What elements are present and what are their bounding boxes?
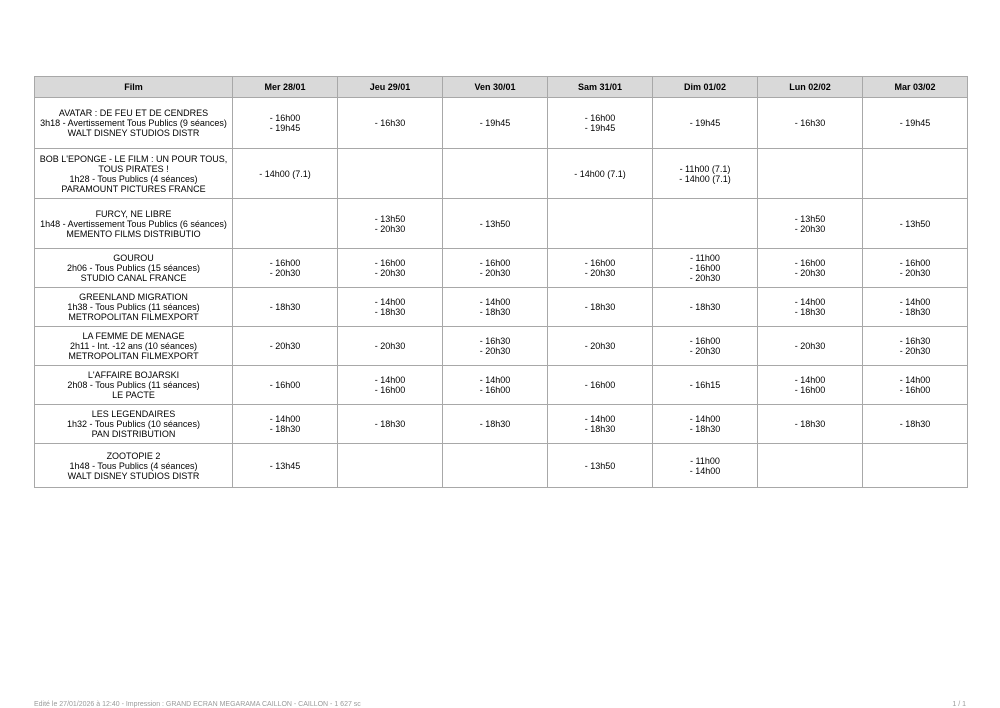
showtimes-cell [548, 288, 653, 327]
film-cell [35, 288, 233, 327]
showtime: - 16h00 [374, 258, 406, 268]
showtime: - 16h30 [479, 336, 511, 346]
showtimes-cell [863, 149, 968, 199]
film-meta: 1h28 - Tous Publics (4 séances) [69, 173, 198, 184]
film-meta: 1h38 - Tous Publics (11 séances) [67, 302, 200, 312]
showtime: - 13h45 [269, 460, 301, 471]
film-distrib: METROPOLITAN FILMEXPORT [68, 351, 199, 361]
showtime: - 16h00 [584, 258, 616, 268]
showtime: - 20h30 [899, 346, 931, 356]
showtimes-cell [863, 444, 968, 488]
showtime: - 20h30 [584, 341, 616, 351]
showtime: - 18h30 [899, 419, 931, 429]
showtimes-cell [338, 249, 443, 288]
showtime: - 13h50 [794, 213, 826, 224]
showtimes-cell [443, 327, 548, 366]
film-cell [35, 366, 233, 405]
film-distrib: PARAMOUNT PICTURES FRANCE [61, 183, 206, 194]
showtimes-cell [758, 327, 863, 366]
showtime: - 19h45 [479, 118, 511, 128]
film-distrib: LE PACTE [112, 390, 155, 400]
column-header-day: Ven 30/01 [443, 77, 548, 98]
showtime: - 14h00 [794, 297, 826, 307]
film-meta: 2h08 - Tous Publics (11 séances) [67, 380, 200, 390]
film-cell [35, 199, 233, 249]
film-title: LES LEGENDAIRES [91, 409, 176, 419]
showtimes-cell [338, 327, 443, 366]
showtime: - 16h00 [794, 258, 826, 268]
showtimes-cell [653, 288, 758, 327]
showtimes-cell [758, 288, 863, 327]
film-meta: 1h48 - Tous Publics (4 séances) [69, 460, 198, 471]
showtimes-cell [443, 405, 548, 444]
film-row [35, 149, 968, 199]
showtimes-cell [758, 149, 863, 199]
showtimes-cell [863, 249, 968, 288]
showtime: - 20h30 [689, 273, 721, 283]
film-cell [35, 249, 233, 288]
showtime: - 16h00 [794, 385, 826, 395]
showtimes-cell [653, 327, 758, 366]
showtime: - 20h30 [584, 268, 616, 278]
film-cell [35, 405, 233, 444]
showtime: - 14h00 [269, 414, 301, 424]
film-meta: 2h11 - Int. -12 ans (10 séances) [70, 341, 197, 351]
showtime: - 20h30 [794, 341, 826, 351]
showtimes-cell [758, 366, 863, 405]
showtime: - 14h00 [479, 297, 511, 307]
showtime: - 11h00 (7.1) [679, 163, 731, 174]
film-row [35, 199, 968, 249]
showtime: - 13h50 [479, 218, 511, 229]
showtimes-cell [443, 249, 548, 288]
showtimes-cell [548, 444, 653, 488]
showtimes-cell [443, 444, 548, 488]
column-header-day: Sam 31/01 [548, 77, 653, 98]
showtimes-cell [338, 149, 443, 199]
showtime: - 19h45 [899, 118, 931, 128]
showtime: - 16h00 [374, 385, 406, 395]
column-header-day: Lun 02/02 [758, 77, 863, 98]
showtimes-cell [443, 199, 548, 249]
showtimes-cell [548, 405, 653, 444]
film-title: GREENLAND MIGRATION [79, 292, 188, 302]
showtimes-cell [338, 199, 443, 249]
film-distrib: STUDIO CANAL FRANCE [80, 273, 187, 283]
showtime: - 19h45 [689, 118, 721, 128]
showtime: - 18h30 [794, 307, 826, 317]
showtime: - 20h30 [374, 268, 406, 278]
showtime: - 16h00 [269, 380, 301, 390]
header-row [35, 77, 968, 98]
showtime: - 16h00 [689, 263, 721, 273]
showtime: - 18h30 [584, 424, 616, 434]
column-header-day: Mer 28/01 [233, 77, 338, 98]
showtime: - 18h30 [374, 419, 406, 429]
showtimes-cell [863, 98, 968, 149]
showtime: - 14h00 [899, 375, 931, 385]
showtime: - 18h30 [269, 302, 301, 312]
showtime: - 18h30 [689, 424, 721, 434]
showtimes-cell [653, 98, 758, 149]
showtime: - 18h30 [584, 302, 616, 312]
showtime: - 20h30 [794, 223, 826, 234]
showtime: - 20h30 [479, 346, 511, 356]
showtimes-cell [758, 98, 863, 149]
showtimes-cell [548, 98, 653, 149]
showtimes-cell [338, 366, 443, 405]
film-distrib: WALT DISNEY STUDIOS DISTR [67, 470, 200, 481]
showtimes-cell [758, 444, 863, 488]
showtime: - 16h15 [689, 380, 721, 390]
showtime: - 16h30 [899, 336, 931, 346]
film-distrib: WALT DISNEY STUDIOS DISTR [67, 128, 200, 138]
film-distrib: PAN DISTRIBUTION [91, 429, 176, 439]
showtime: - 13h50 [899, 218, 931, 229]
showtimes-cell [653, 405, 758, 444]
film-row [35, 444, 968, 488]
film-row [35, 288, 968, 327]
film-title: BOB L'EPONGE - LE FILM : UN POUR TOUS, TOUS PIRATES ! [39, 153, 228, 174]
film-title: GOUROU [113, 253, 154, 263]
showtimes-cell [863, 366, 968, 405]
showtimes-cell [758, 405, 863, 444]
showtime: - 16h00 [269, 258, 301, 268]
showtime: - 18h30 [479, 307, 511, 317]
showtime: - 20h30 [479, 268, 511, 278]
showtimes-cell [338, 288, 443, 327]
showtime: - 14h00 [794, 375, 826, 385]
footer-page-number: 1 / 1 [952, 701, 966, 708]
showtimes-cell [233, 288, 338, 327]
showtimes-cell [758, 199, 863, 249]
showtimes-cell [233, 405, 338, 444]
film-meta: 2h06 - Tous Publics (15 séances) [67, 263, 200, 273]
showtime: - 14h00 [374, 297, 406, 307]
showtimes-cell [443, 366, 548, 405]
showtime: - 16h00 [584, 380, 616, 390]
showtimes-cell [653, 444, 758, 488]
column-header-day: Jeu 29/01 [338, 77, 443, 98]
showtime: - 20h30 [269, 341, 301, 351]
showtimes-cell [548, 149, 653, 199]
showtime: - 20h30 [374, 341, 406, 351]
film-title: FURCY, NE LIBRE [95, 208, 172, 219]
film-title: AVATAR : DE FEU ET DE CENDRES [58, 108, 209, 118]
showtime: - 19h45 [584, 123, 616, 133]
showtimes-cell [758, 249, 863, 288]
film-row [35, 405, 968, 444]
showtime: - 18h30 [794, 419, 826, 429]
showtimes-cell [653, 199, 758, 249]
showtimes-cell [443, 288, 548, 327]
film-row [35, 249, 968, 288]
showtime: - 18h30 [899, 307, 931, 317]
film-meta: 1h32 - Tous Publics (10 séances) [67, 419, 200, 429]
showtimes-cell [653, 249, 758, 288]
showtime: - 14h00 (7.1) [679, 173, 731, 184]
showtimes-cell [233, 149, 338, 199]
showtime: - 11h00 [690, 253, 720, 263]
showtime: - 16h00 [269, 113, 301, 123]
showtime: - 16h00 [584, 113, 616, 123]
film-cell [35, 149, 233, 199]
showtime: - 19h45 [269, 123, 301, 133]
showtime: - 16h00 [899, 385, 931, 395]
showtime: - 20h30 [794, 268, 826, 278]
showtimes-cell [548, 249, 653, 288]
schedule-table [34, 76, 968, 488]
showtime: - 14h00 (7.1) [574, 168, 626, 179]
showtimes-cell [548, 199, 653, 249]
showtime: - 18h30 [269, 424, 301, 434]
showtime: - 16h30 [374, 118, 406, 128]
showtime: - 20h30 [899, 268, 931, 278]
showtimes-cell [863, 405, 968, 444]
schedule-body [35, 98, 968, 488]
showtime: - 20h30 [269, 268, 301, 278]
showtime: - 20h30 [689, 346, 721, 356]
showtime: - 16h00 [479, 385, 511, 395]
column-header-day: Mar 03/02 [863, 77, 968, 98]
showtimes-cell [338, 98, 443, 149]
showtimes-cell [548, 327, 653, 366]
film-title: ZOOTOPIE 2 [106, 450, 161, 461]
showtime: - 13h50 [374, 213, 406, 224]
film-cell [35, 444, 233, 488]
showtimes-cell [338, 405, 443, 444]
showtimes-cell [653, 149, 758, 199]
showtime: - 11h00 [690, 455, 720, 466]
showtimes-cell [653, 366, 758, 405]
film-cell [35, 327, 233, 366]
showtime: - 16h30 [794, 118, 826, 128]
footer-print-info: Edité le 27/01/2026 à 12:40 - Impression : GRAND ECRAN MEGARAMA CAILLON - CAILLON - 1 627 sc [34, 701, 361, 708]
showtime: - 14h00 [689, 465, 721, 476]
showtime: - 14h00 (7.1) [259, 168, 311, 179]
showtimes-cell [863, 327, 968, 366]
showtimes-cell [863, 288, 968, 327]
film-row [35, 327, 968, 366]
showtimes-cell [338, 444, 443, 488]
showtimes-cell [443, 149, 548, 199]
showtimes-cell [863, 199, 968, 249]
showtime: - 18h30 [374, 307, 406, 317]
showtimes-cell [233, 199, 338, 249]
film-meta: 1h48 - Avertissement Tous Publics (6 séances) [40, 218, 227, 229]
showtime: - 14h00 [479, 375, 511, 385]
film-meta: 3h18 - Avertissement Tous Publics (9 séances) [40, 118, 227, 128]
showtimes-cell [548, 366, 653, 405]
showtimes-cell [443, 98, 548, 149]
showtime: - 18h30 [689, 302, 721, 312]
showtime: - 14h00 [374, 375, 406, 385]
film-distrib: METROPOLITAN FILMEXPORT [68, 312, 199, 322]
showtime: - 16h00 [479, 258, 511, 268]
column-header-film: Film [35, 77, 233, 98]
showtimes-cell [233, 249, 338, 288]
showtime: - 13h50 [584, 460, 616, 471]
film-title: LA FEMME DE MENAGE [82, 331, 185, 341]
showtime: - 14h00 [689, 414, 721, 424]
film-title: L'AFFAIRE BOJARSKI [87, 370, 180, 380]
showtimes-cell [233, 98, 338, 149]
showtime: - 18h30 [479, 419, 511, 429]
showtime: - 16h00 [899, 258, 931, 268]
showtimes-cell [233, 327, 338, 366]
film-distrib: MEMENTO FILMS DISTRIBUTIO [66, 228, 201, 239]
film-row [35, 98, 968, 149]
showtimes-cell [233, 444, 338, 488]
column-header-day: Dim 01/02 [653, 77, 758, 98]
film-row [35, 366, 968, 405]
showtime: - 14h00 [584, 414, 616, 424]
showtime: - 16h00 [689, 336, 721, 346]
film-cell [35, 98, 233, 149]
showtime: - 14h00 [899, 297, 931, 307]
showtimes-cell [233, 366, 338, 405]
showtime: - 20h30 [374, 223, 406, 234]
